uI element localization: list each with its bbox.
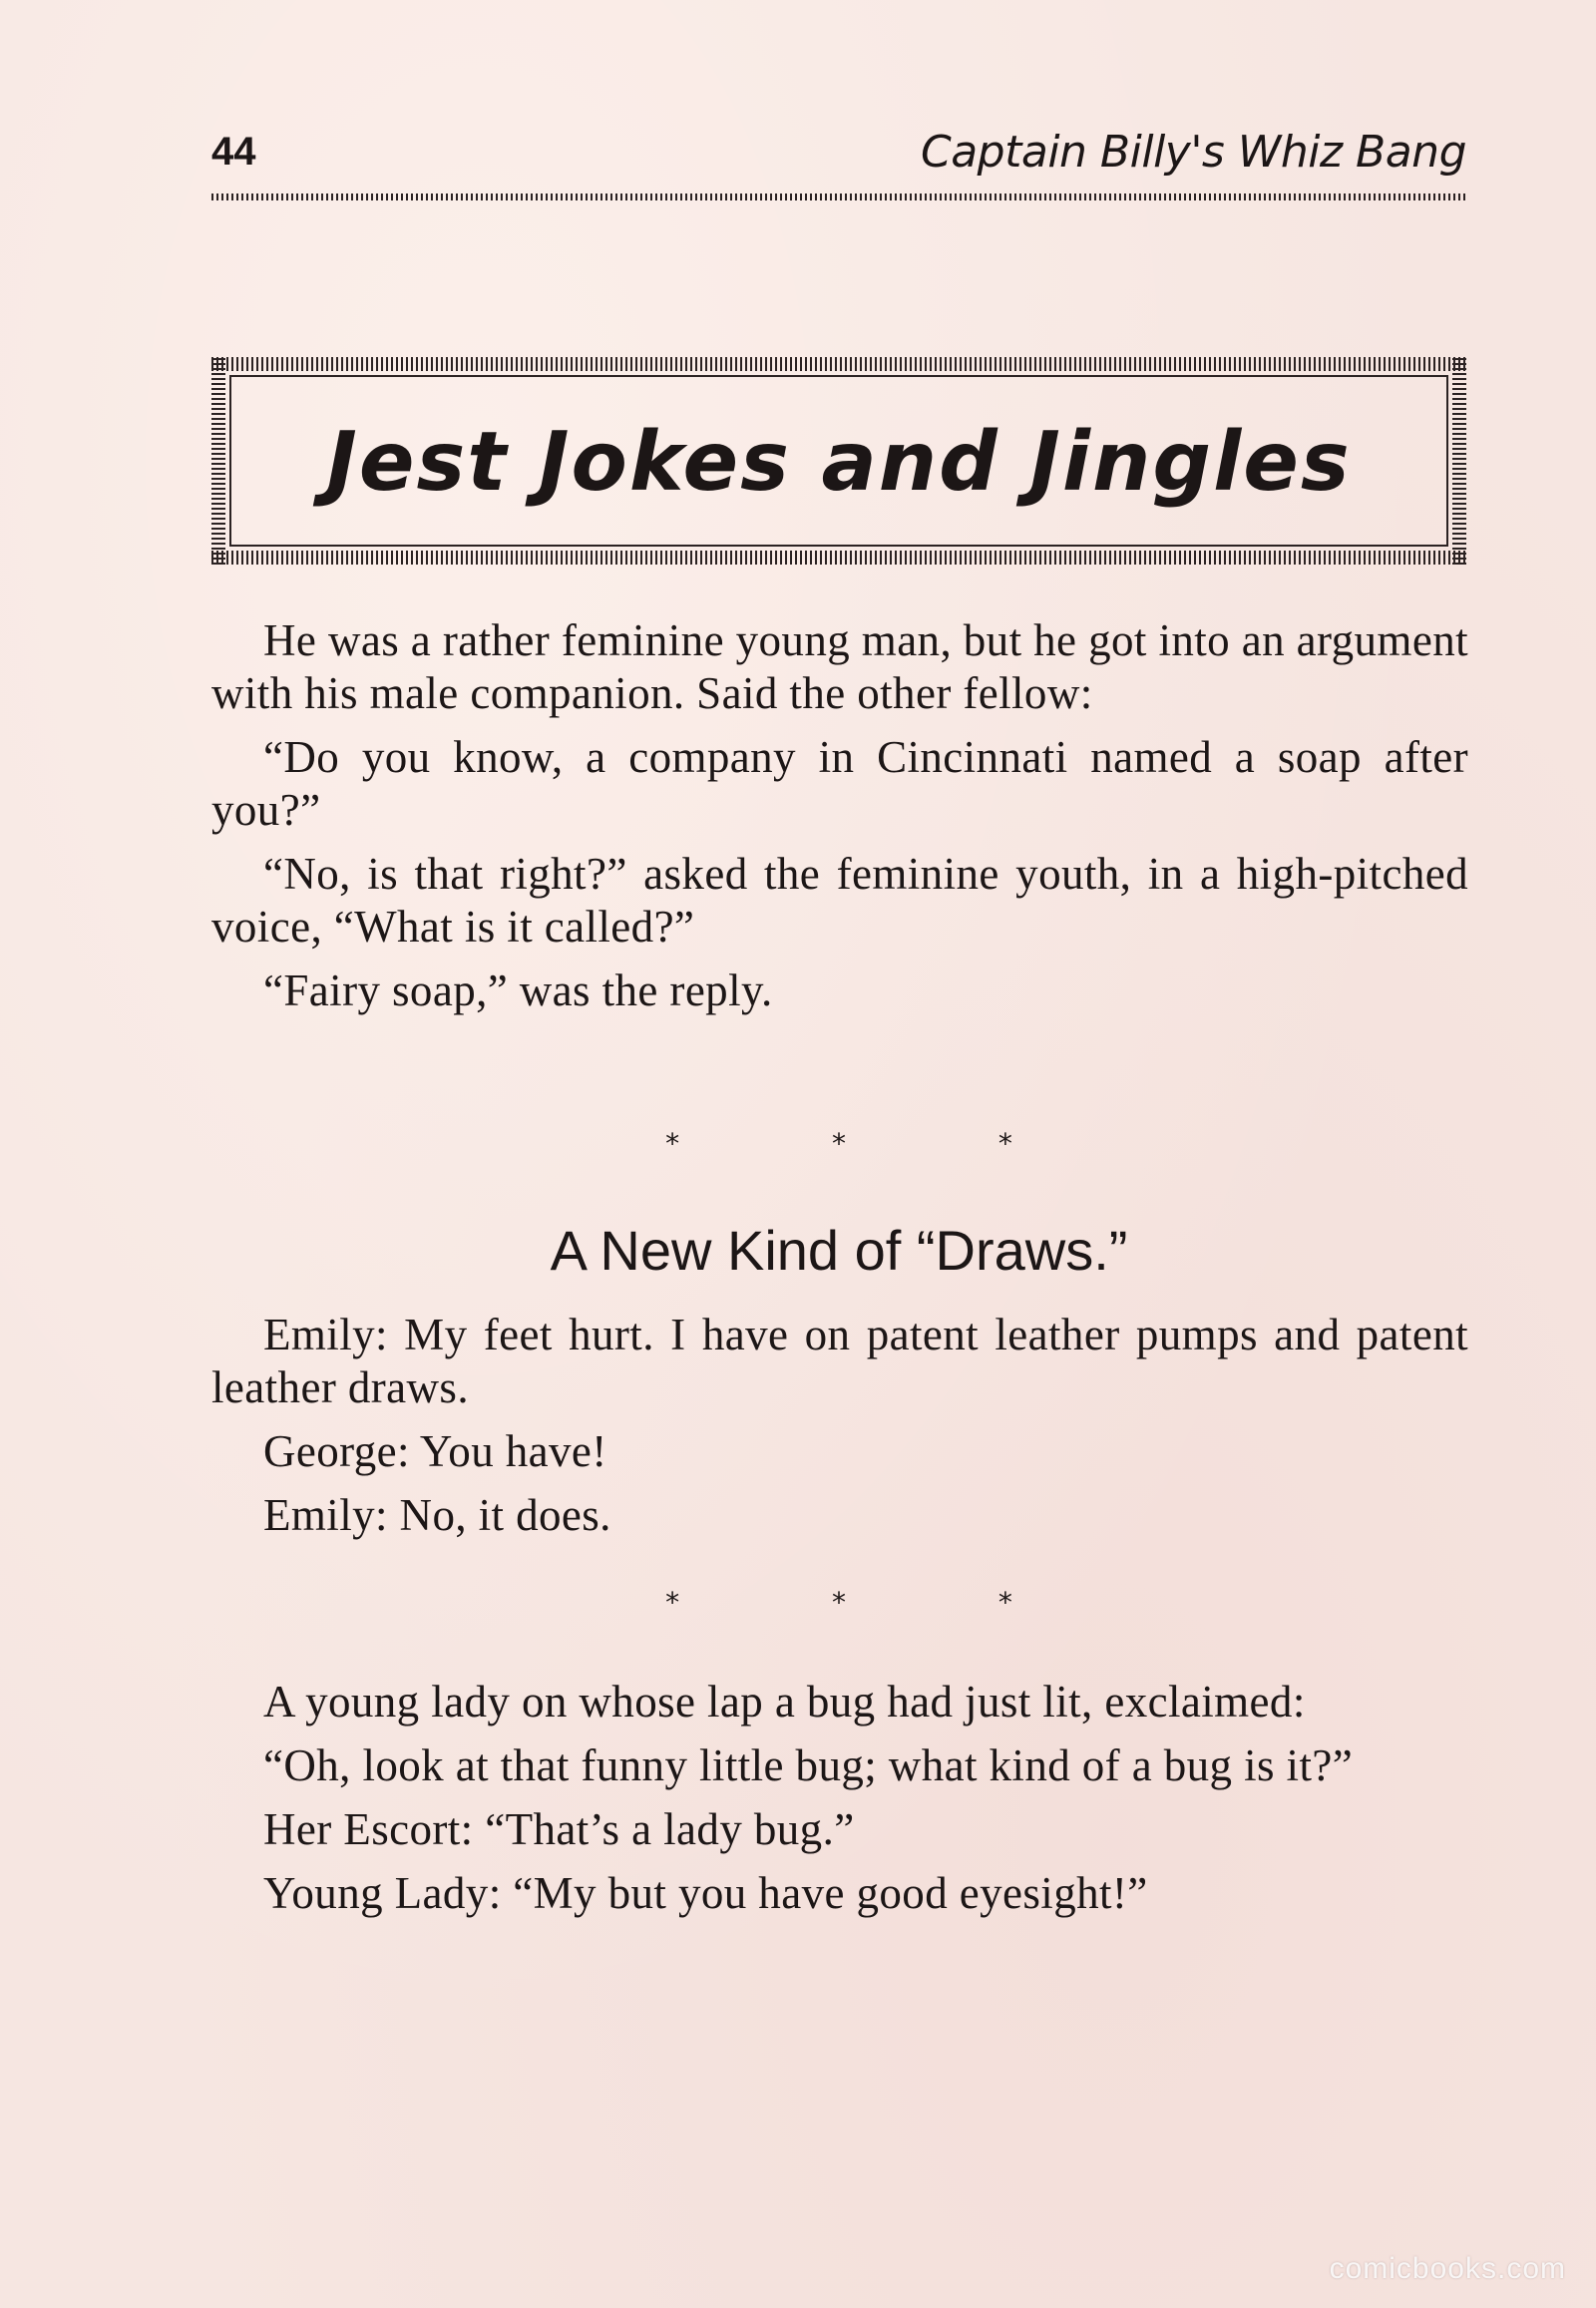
paragraph: A young lady on whose lap a bug had just lit, exclaimed: <box>263 1677 1306 1727</box>
dialogue-line: Emily: My feet hurt. I have on patent leather pumps and patent leather draws. <box>211 1310 1468 1412</box>
paragraph: “Do you know, a company in Cincinnati named a soap after you?” <box>211 732 1468 835</box>
dialogue-line: Her Escort: “That’s a lady bug.” <box>263 1804 855 1854</box>
paragraph: “No, is that right?” asked the feminine youth, in a high-pitched voice, “What is it called?” <box>211 849 1468 952</box>
section-title-box <box>211 357 1466 565</box>
separator-stars: * * * <box>665 1127 1084 1160</box>
separator-stars: * * * <box>665 1586 1084 1619</box>
joke-fairy-soap <box>211 614 1468 1028</box>
running-header <box>211 128 1466 192</box>
box-border-top <box>211 357 1466 371</box>
dialogue-line: Young Lady: “My but you have good eyesight!” <box>263 1868 1148 1918</box>
paragraph: He was a rather feminine young man, but he got into an argument with his male companion. Said the other fellow: <box>211 615 1468 718</box>
joke-draws <box>211 1309 1468 1553</box>
paragraph: “Oh, look at that funny little bug; what kind of a bug is it?” <box>263 1740 1354 1790</box>
joke-title: A New Kind of “Draws.” <box>550 1219 1128 1282</box>
dialogue-line: Emily: No, it does. <box>263 1490 611 1540</box>
page-number: 44 <box>211 130 256 174</box>
header-rule <box>211 193 1466 200</box>
box-border-bottom <box>211 551 1466 565</box>
paragraph: “Fairy soap,” was the reply. <box>263 965 773 1015</box>
watermark: comicbooks.com <box>1329 2252 1566 2285</box>
magazine-title: Captain Billy's Whiz Bang <box>921 127 1466 178</box>
dialogue-line: George: You have! <box>263 1426 607 1476</box>
section-title: Jest Jokes and Jingles <box>326 415 1352 510</box>
joke-lady-bug <box>211 1676 1468 1931</box>
